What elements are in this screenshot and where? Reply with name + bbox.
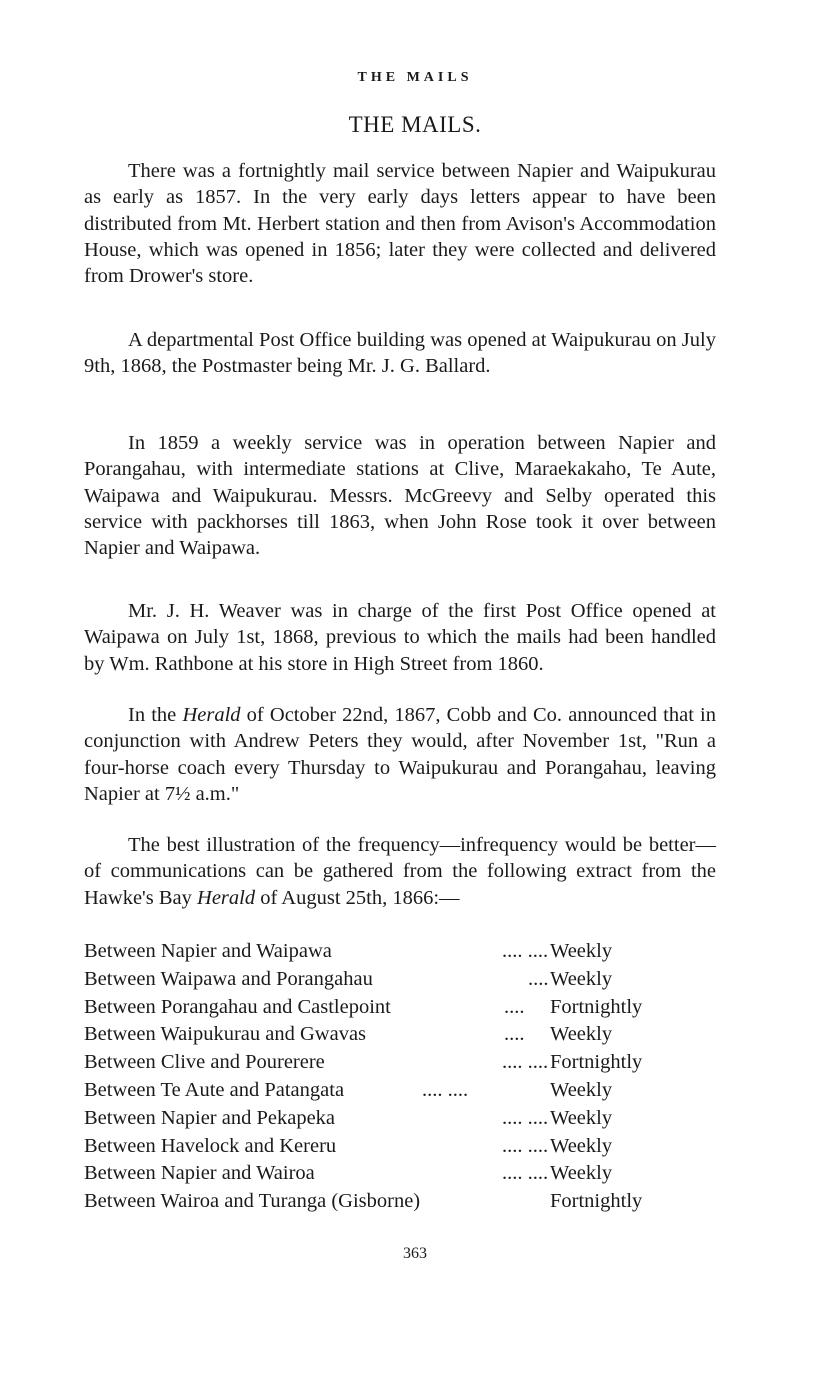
frequency: Weekly <box>550 1023 613 1046</box>
dot-leader: .... .... <box>502 940 549 962</box>
paragraph-text: Mr. J. H. Weaver was in charge of the first Post Office opened at Waipawa on July 1st, 1868, previous to which the mails had been handled by Wm. Rathbone at his store in High Street from 1860. <box>84 600 716 675</box>
newspaper-title: Herald <box>182 704 241 726</box>
dot-leader: .... <box>504 995 525 1018</box>
frequency: Fortnightly <box>550 1051 643 1074</box>
dot-leader: .... .... <box>502 1134 549 1157</box>
text-run: The best illustration of the frequency—infrequency would be better—of communications can be gathered from the following extract from the Hawke's Bay <box>84 834 716 909</box>
route-name: Between Napier and Waipawa <box>84 940 332 962</box>
paragraph-weekly-service <box>84 430 716 561</box>
schedule-row <box>84 1135 724 1163</box>
frequency: Weekly <box>550 1078 613 1101</box>
schedule-row <box>84 1023 724 1051</box>
chapter-title: THE MAILS. <box>348 112 482 137</box>
paragraph-text <box>84 832 716 911</box>
frequency: Weekly <box>550 967 613 990</box>
route-name: Between Napier and Wairoa <box>84 1162 315 1185</box>
dot-leader: .... .... <box>502 1162 549 1185</box>
text-run: of October 22nd, 1867, Cobb and Co. announced that in conjunction with Andrew Peters they would, after November 1st, "Run a four-horse coach every Thursday to Waipukurau and Porangahau, leaving Napier at 7½ a.m." <box>84 704 716 805</box>
paragraph-text: There was a fortnightly mail service between Napier and Waipukurau as early as 1857. In the very early days letters appear to have been distributed from Mt. Herbert station and then from Avison's Accommodation House, which was opened in 1856; later they were collected and delivered from Drower's store. <box>84 160 716 288</box>
frequency: Fortnightly <box>550 995 643 1018</box>
dot-leader: .... .... <box>422 1078 469 1101</box>
schedule-row <box>84 996 724 1024</box>
dot-leader: .... .... <box>502 1106 549 1129</box>
frequency: Weekly <box>550 1162 613 1185</box>
route-name: Between Waipukurau and Gwavas <box>84 1023 367 1046</box>
schedule-row <box>84 1107 724 1135</box>
schedule-row <box>84 968 724 996</box>
route-name: Between Porangahau and Castlepoint <box>84 995 391 1018</box>
paragraph-text: A departmental Post Office building was opened at Waipukurau on July 9th, 1868, the Postmaster being Mr. J. G. Ballard. <box>84 329 716 378</box>
newspaper-title: Herald <box>197 886 256 909</box>
route-name: Between Clive and Pourerere <box>84 1051 325 1074</box>
route-name: Between Waipawa and Porangahau <box>84 967 373 990</box>
schedule-row <box>84 1190 724 1218</box>
schedule-row <box>84 1051 724 1079</box>
frequency: Fortnightly <box>550 1190 643 1213</box>
schedule-row <box>84 940 724 968</box>
frequency: Weekly <box>550 1106 613 1129</box>
text-run: In the <box>128 704 183 726</box>
schedule-row <box>84 1079 724 1107</box>
running-head: THE MAILS <box>357 70 473 85</box>
paragraph-coach-service <box>84 702 716 807</box>
page-number: 363 <box>403 1245 427 1262</box>
dot-leader: .... <box>528 967 549 990</box>
frequency: Weekly <box>550 940 613 962</box>
paragraph-text <box>84 702 716 807</box>
mail-schedule-table <box>84 940 724 1218</box>
dot-leader: .... .... <box>502 1051 549 1074</box>
frequency: Weekly <box>550 1134 613 1157</box>
paragraph-waipukurau-post-office <box>84 327 716 380</box>
route-name: Between Te Aute and Patangata <box>84 1078 345 1101</box>
route-name: Between Napier and Pekapeka <box>84 1106 336 1129</box>
route-name: Between Wairoa and Turanga (Gisborne) <box>84 1190 421 1213</box>
paragraph-frequency-intro <box>84 832 716 911</box>
route-name: Between Havelock and Kereru <box>84 1134 337 1157</box>
paragraph-text: In 1859 a weekly service was in operation between Napier and Porangahau, with intermediate stations at Clive, Maraekakaho, Te Aute, Waipawa and Waipukurau. Messrs. McGreevy and Selby operated this service with packhorses till 1863, when John Rose took it over between Napier and Waipawa. <box>84 432 716 560</box>
paragraph-early-mail <box>84 158 716 289</box>
paragraph-waipawa-post-office <box>84 598 716 677</box>
schedule-row <box>84 1162 724 1190</box>
dot-leader: .... <box>504 1023 525 1046</box>
text-run: of August 25th, 1866:— <box>255 886 460 909</box>
